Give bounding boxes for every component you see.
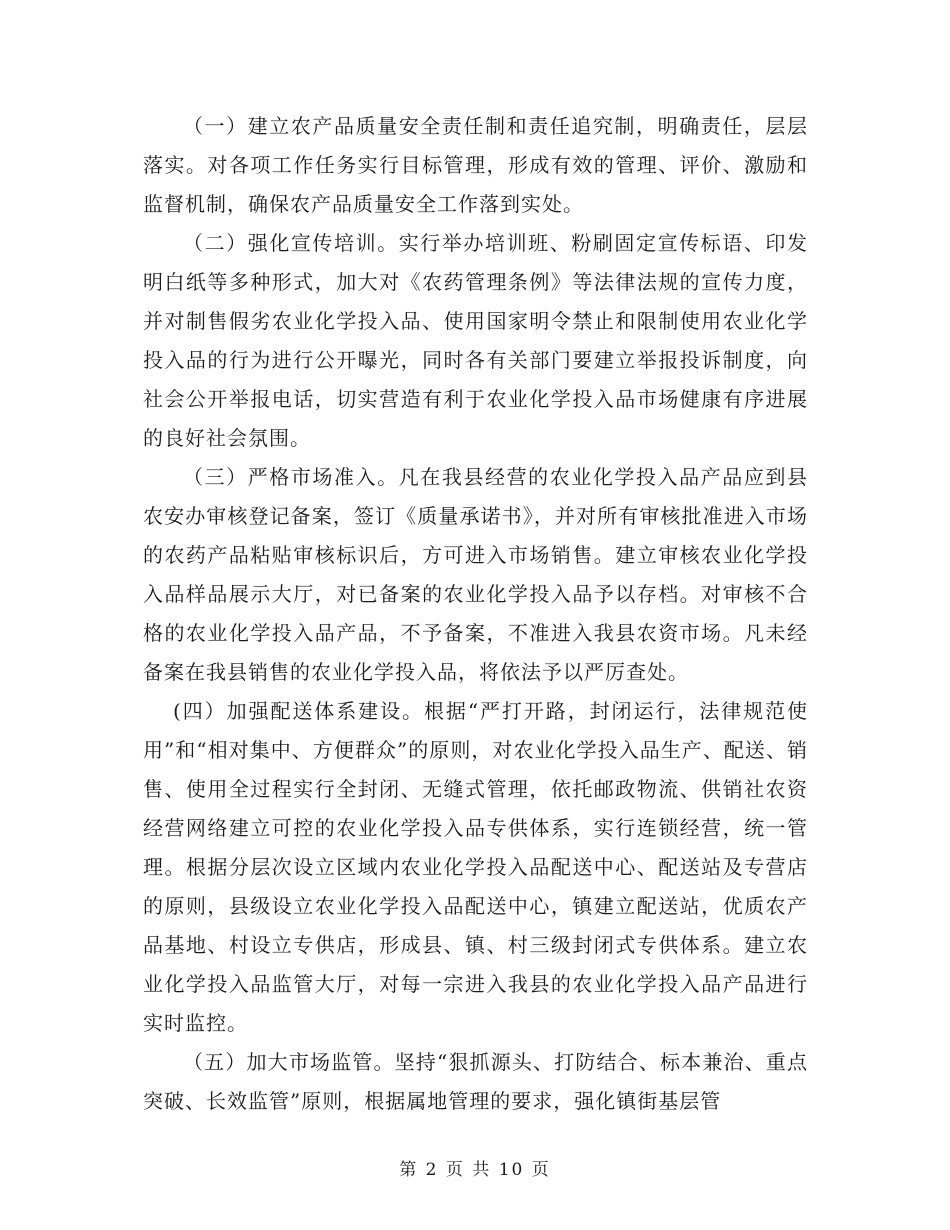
paragraph-3: （三）严格市场准入。凡在我县经营的农业化学投入品产品应到县农安办审核登记备案，签订《质量承诺书》，并对所有审核批准进入市场的农药产品粘贴审核标识后，方可进入市场销售。建立审核农业化学投入品样品展示大厅，对已备案的农业化学投入品予以存档。对审核不合格的农业化学投入品产品，不予备案，不准进入我县农资市场。凡未经备案在我县销售的农业化学投入品，将依法予以严厉查处。 bbox=[143, 465, 808, 684]
paragraph-1: （一）建立农产品质量安全责任制和责任追究制，明确责任，层层落实。对各项工作任务实行目标管理，形成有效的管理、评价、激励和监督机制，确保农产品质量安全工作落到实处。 bbox=[143, 114, 808, 216]
paragraph-5: （五）加大市场监管。坚持“狠抓源头、打防结合、标本兼治、重点突破、长效监管”原则，根据属地管理的要求，强化镇街基层管 bbox=[143, 1050, 808, 1113]
paragraph-4: (四）加强配送体系建设。根据“严打开路，封闭运行，法律规范使用”和“相对集中、方便群众”的原则，对农业化学投入品生产、配送、销售、使用全过程实行全封闭、无缝式管理，依托邮政物流、供销社农资经营网络建立可控的农业化学投入品专供体系，实行连锁经营，统一管理。根据分层次设立区域内农业化学投入品配送中心、配送站及专营店的原则，县级设立农业化学投入品配送中心，镇建立配送站，优质农产品基地、村设立专供店，形成县、镇、村三级封闭式专供体系。建立农业化学投入品监管大厅，对每一宗进入我县的农业化学投入品产品进行实时监控。 bbox=[143, 699, 808, 1035]
paragraph-2: （二）强化宣传培训。实行举办培训班、粉刷固定宣传标语、印发明白纸等多种形式，加大对《农药管理条例》等法律法规的宣传力度，并对制售假劣农业化学投入品、使用国家明令禁止和限制使用农业化学投入品的行为进行公开曝光，同时各有关部门要建立举报投诉制度，向社会公开举报电话，切实营造有利于农业化学投入品市场健康有序进展的良好社会氛围。 bbox=[143, 231, 808, 450]
document-body bbox=[143, 107, 808, 1121]
page-number-footer: 第 2 页 共 10 页 bbox=[399, 1160, 551, 1180]
